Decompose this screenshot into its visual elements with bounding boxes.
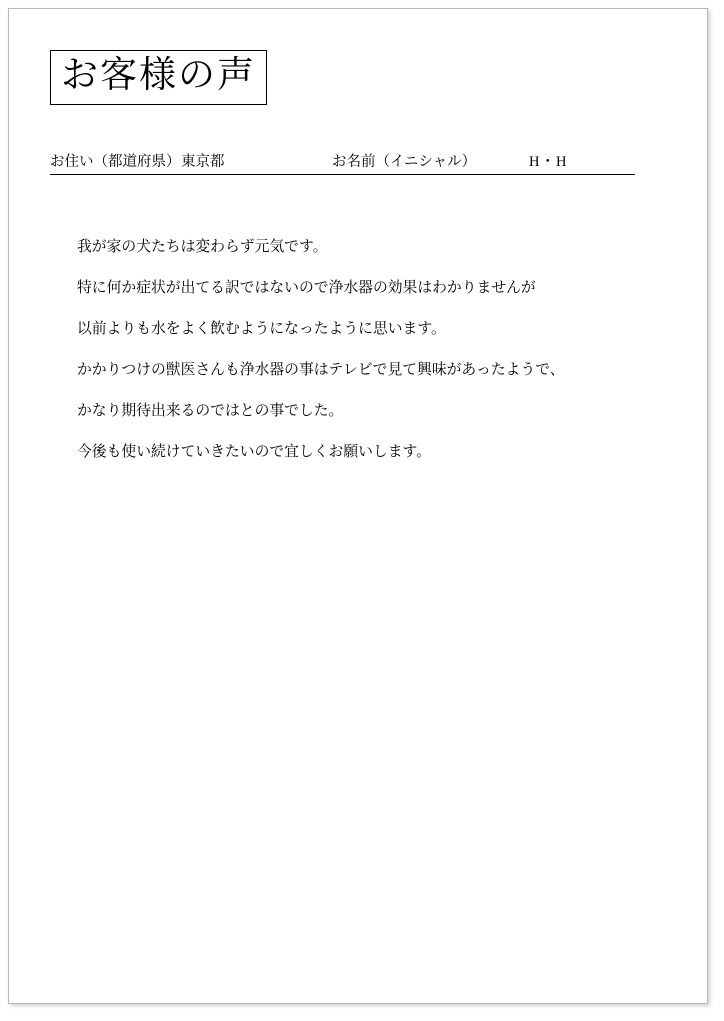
body-line: 我が家の犬たちは変わらず元気です。 — [77, 239, 328, 255]
residence-label: お住い（都道府県） — [50, 154, 181, 170]
name-label: お名前（イニシャル） — [332, 154, 477, 170]
document-meta-row — [50, 149, 635, 175]
body-line: かなり期待出来るのではとの事でした。 — [77, 403, 344, 419]
body-line: 特に何か症状が出てる訳ではないので浄水器の効果はわかりませんが — [77, 280, 536, 296]
body-line: かかりつけの獣医さんも浄水器の事はテレビで見て興味があったようで、 — [77, 362, 565, 378]
body-line: 以前よりも水をよく飲むようになったように思います。 — [77, 321, 446, 337]
body-line: 今後も使い続けていきたいので宜しくお願いします。 — [77, 444, 431, 460]
document-title-box — [50, 50, 267, 105]
page-title: お客様の声 — [61, 55, 256, 96]
testimonial-body — [67, 227, 667, 473]
residence-value: 東京都 — [181, 154, 225, 170]
name-value: H・H — [529, 154, 568, 170]
document-page — [8, 8, 708, 1004]
